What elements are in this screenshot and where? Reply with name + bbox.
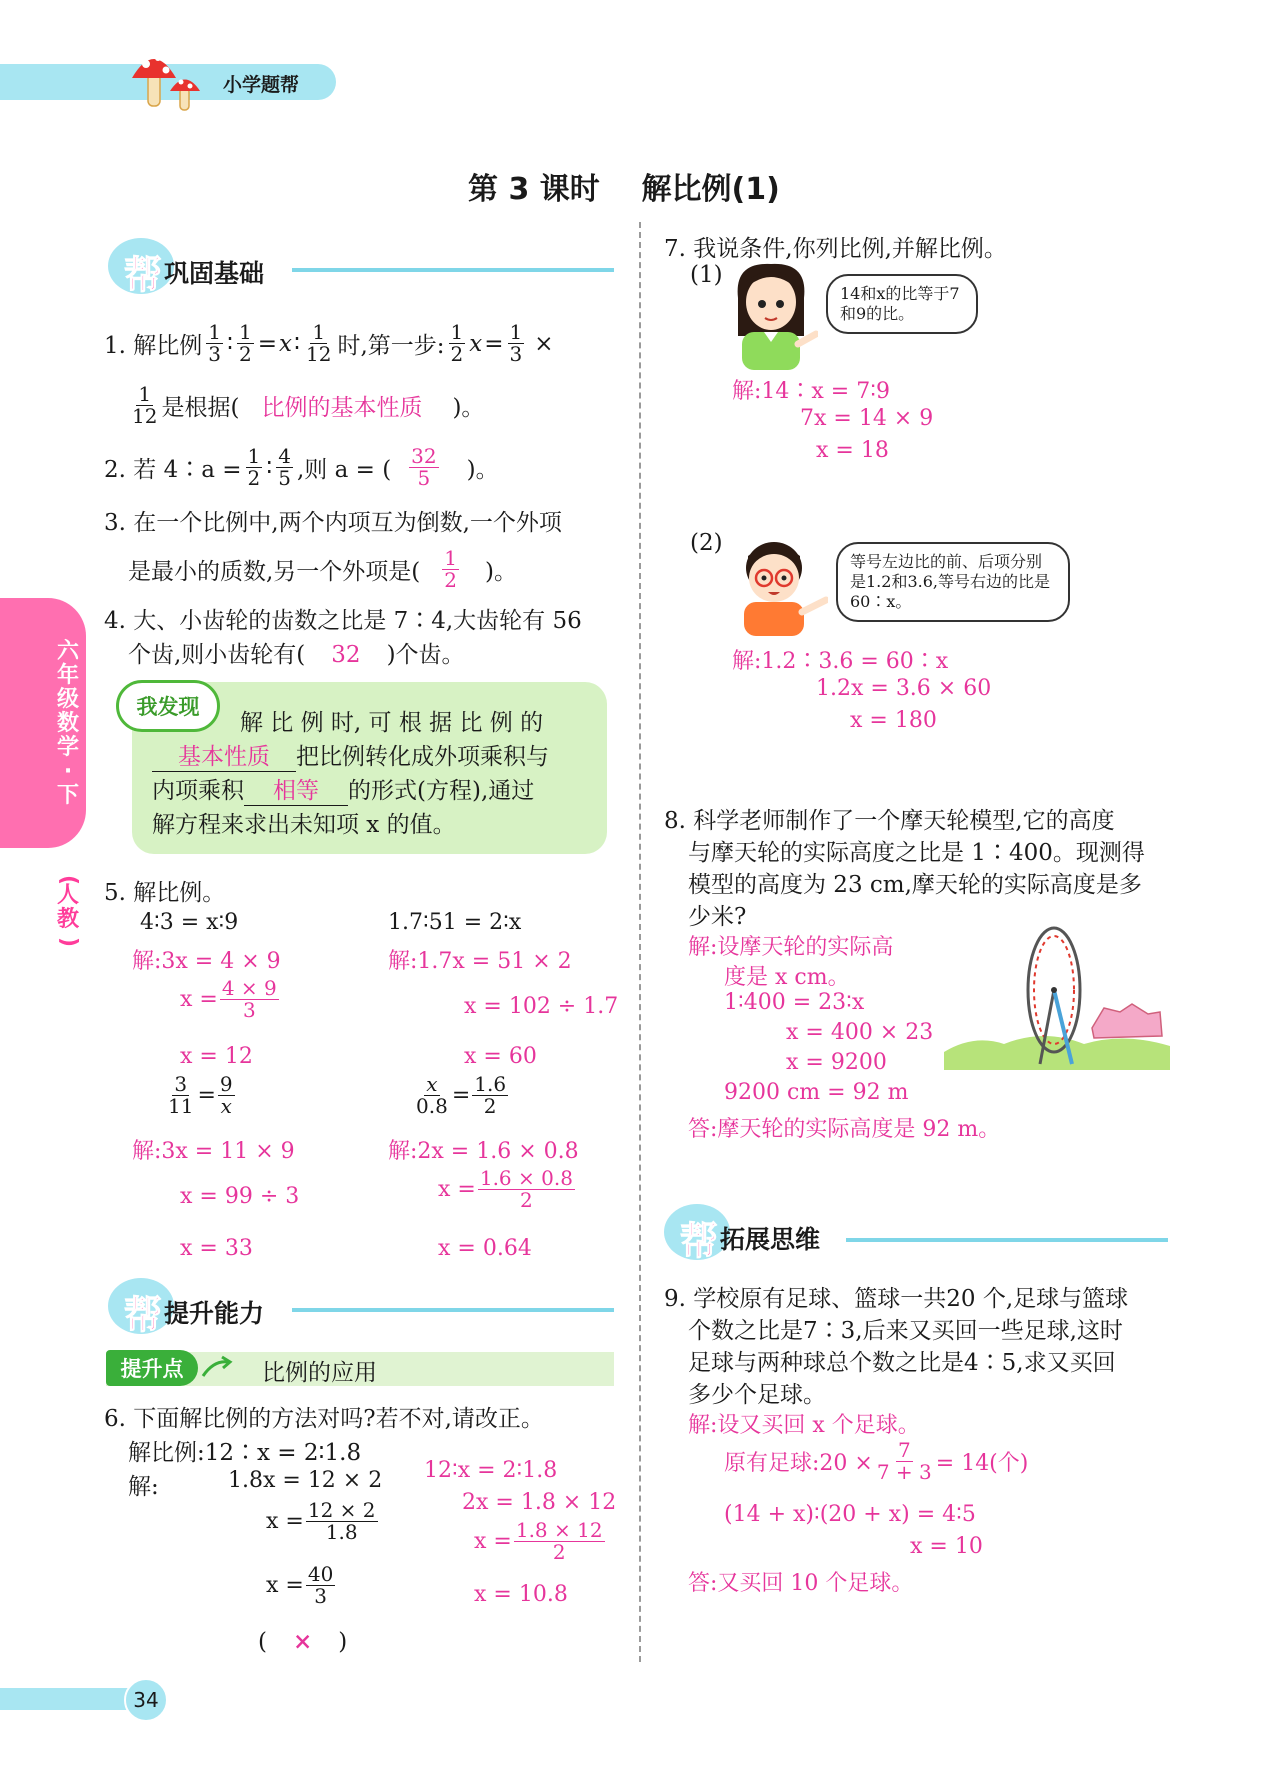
denominator: 2 [552, 1540, 566, 1564]
q5b-step1: 解:1.7x = 51 × 2 [388, 949, 572, 974]
denominator: 2 [450, 342, 464, 366]
side-grade-char: 数 [56, 711, 79, 736]
discover-line4: 解方程来求出未知项 x 的值。 [152, 812, 456, 838]
ferris-wheel-illustration [944, 924, 1170, 1070]
discover-line3b: 的形式(方程),通过 [348, 778, 535, 804]
q2-answer [409, 446, 438, 489]
q5a-step3: x = 12 [180, 1044, 253, 1069]
q6-correct-step1: 12∶x = 2∶1.8 [424, 1458, 558, 1483]
fraction [276, 446, 293, 489]
q5a-step1: 解:3x = 4 × 9 [132, 949, 281, 974]
q4-line2a: 个齿,则小齿轮有( [128, 642, 306, 668]
denominator: 12 [306, 342, 332, 366]
q5d-step1: 解:2x = 1.6 × 0.8 [388, 1139, 579, 1164]
section-rule [846, 1238, 1168, 1242]
q5c-problem [164, 1074, 237, 1117]
q6-work-step2 [266, 1500, 380, 1543]
section-bang: 帮 [124, 1293, 163, 1337]
denominator: 3 [208, 342, 221, 366]
denominator: 2 [247, 466, 261, 490]
q9-step2 [724, 1440, 1028, 1483]
fraction [306, 1564, 335, 1607]
q4-answer: 32 [331, 642, 361, 668]
paren-close: ) [338, 1629, 348, 1655]
fraction [875, 1440, 934, 1483]
q2-suffix: ,则 a = ( [296, 457, 392, 483]
section-title: 巩固基础 [164, 258, 265, 288]
fraction [514, 1520, 605, 1563]
q3-close: )。 [485, 559, 518, 585]
denominator: 2 [483, 1094, 497, 1118]
denominator: 2 [520, 1188, 533, 1212]
side-edition-char: ) [56, 936, 81, 948]
q1-prefix: 1. 解比例 [104, 333, 203, 359]
q1-answer: 比例的基本性质 [261, 395, 423, 421]
discover-line3a: 内项乘积 [152, 778, 244, 804]
section-title: 提升能力 [164, 1298, 265, 1328]
lhs: x = [266, 1509, 304, 1534]
q7-p1-step1: 解:14∶x = 7∶9 [732, 379, 890, 404]
q6-correct-step4: x = 10.8 [474, 1582, 568, 1607]
q2-prefix: 2. 若 4∶a = [104, 457, 242, 483]
q7-p2-step1: 解:1.2∶3.6 = 60∶x [732, 649, 949, 674]
denominator: 2 [239, 342, 252, 366]
question-7-title: 7. 我说条件,你列比例,并解比例。 [664, 236, 1007, 262]
improve-point-text: 比例的应用 [262, 1360, 377, 1386]
q6-correct-step3 [474, 1520, 607, 1563]
discover-tag [116, 680, 220, 732]
q1-mid: 时,第一步: [337, 333, 445, 359]
denominator: 3 [509, 342, 523, 366]
fraction [306, 1500, 378, 1543]
q9-step2-b: = 14(个) [935, 1451, 1029, 1476]
fraction [414, 1074, 450, 1117]
page-number: 34 [133, 1688, 159, 1712]
side-grade-char: 学 [56, 735, 79, 760]
denominator: 2 [444, 568, 458, 592]
numerator: 1 [312, 320, 326, 344]
q9-step4: x = 10 [910, 1534, 983, 1559]
improve-point-tag [106, 1350, 198, 1386]
q5b-step3: x = 60 [464, 1044, 537, 1069]
q3-answer [442, 548, 459, 591]
numerator: 1 [247, 444, 261, 468]
question-1-line2 [128, 384, 484, 427]
question-9-line1: 9. 学校原有足球、篮球一共20 个,足球与篮球 [664, 1286, 1129, 1312]
q9-step2-a: 原有足球:20 × [724, 1451, 873, 1476]
discover-line1: 解 比 例 时, 可 根 据 比 例 的 [240, 710, 544, 736]
numerator: 40 [307, 1562, 334, 1586]
q6-jie: 解: [128, 1474, 159, 1500]
question-3-line2 [128, 548, 517, 591]
question-4-line2 [128, 636, 465, 669]
question-6-line1: 6. 下面解比例的方法对吗?若不对,请改正。 [104, 1406, 544, 1432]
section-rule [292, 1308, 614, 1312]
numerator: 12 × 2 [307, 1498, 376, 1522]
numerator: 1.8 × 12 [515, 1518, 603, 1542]
numerator: 1.6 [474, 1072, 507, 1096]
girl-illustration [724, 258, 818, 370]
q8-step6: 9200 cm = 92 m [724, 1080, 909, 1105]
side-edition-char: ( [56, 874, 81, 886]
q5b-step2: x = 102 ÷ 1.7 [464, 994, 619, 1019]
fraction [220, 978, 279, 1021]
q7-p1-step3: x = 18 [816, 438, 889, 463]
q7-p1-step2: 7x = 14 × 9 [800, 406, 934, 431]
denominator: 11 [168, 1094, 194, 1118]
numerator: 1 [444, 546, 458, 570]
q7-part2-label: (2) [690, 530, 723, 556]
denominator: 3 [242, 998, 256, 1022]
discover-blank1: 基本性质 [152, 738, 296, 772]
equals: = [484, 330, 504, 357]
section-title: 拓展思维 [720, 1224, 821, 1254]
mushroom-logo [128, 44, 208, 116]
question-8-line4: 少米? [688, 904, 747, 930]
footer-band [0, 1688, 140, 1710]
fraction [166, 1074, 195, 1117]
lhs: x = [438, 1177, 476, 1202]
q5d-step3: x = 0.64 [438, 1236, 532, 1261]
denominator: 5 [278, 466, 291, 490]
fraction [246, 446, 263, 489]
fraction [237, 322, 254, 365]
question-8-line2: 与摩天轮的实际高度之比是 1∶400。现测得 [688, 840, 1145, 866]
discover-line2-text: 把比例转化成外项乘积与 [296, 744, 549, 770]
q6-correct-step2: 2x = 1.8 × 12 [462, 1490, 617, 1515]
fraction [218, 1074, 235, 1117]
side-edition-char: 教 [56, 907, 79, 932]
denominator: 7 + 3 [876, 1460, 932, 1484]
discover-blank2: 相等 [244, 772, 348, 806]
q5a-problem: 4∶3 = x∶9 [140, 910, 239, 935]
numerator: 7 [897, 1438, 911, 1462]
equals: = [451, 1083, 471, 1108]
q8-step3: 1∶400 = 23∶x [724, 990, 865, 1015]
question-8-line1: 8. 科学老师制作了一个摩天轮模型,它的高度 [664, 808, 1115, 834]
denominator: 1.8 [325, 1520, 358, 1544]
question-2 [104, 446, 499, 489]
denominator: 3 [314, 1584, 327, 1608]
discover-tag-label: 我发现 [136, 695, 200, 719]
side-grade-char: 下 [56, 783, 79, 808]
q8-step5: x = 9200 [786, 1050, 887, 1075]
q9-step1: 解:设又买回 x 个足球。 [688, 1413, 920, 1438]
equals: = [257, 330, 278, 357]
question-5-title: 5. 解比例。 [104, 880, 226, 906]
times: × [534, 330, 554, 357]
section-bang: 帮 [124, 253, 163, 297]
page-number-badge [124, 1678, 168, 1722]
lhs: x = [474, 1529, 512, 1554]
denominator: 12 [132, 404, 158, 428]
fraction [130, 384, 159, 427]
question-9-line3: 足球与两种球总个数之比是4∶5,求又买回 [688, 1350, 1116, 1376]
arrow-icon [200, 1354, 234, 1382]
fraction [206, 322, 223, 365]
q3-line2: 是最小的质数,另一个外项是( [128, 559, 421, 585]
q8-answer: 答:摩天轮的实际高度是 92 m。 [688, 1117, 1001, 1142]
denominator: 5 [417, 466, 431, 490]
question-6-line2: 解比例:12∶x = 2∶1.8 [128, 1440, 362, 1466]
section-bang: 帮 [680, 1219, 719, 1263]
fraction [472, 1074, 508, 1117]
paren-open: ( [258, 1629, 267, 1655]
unknown: x [469, 330, 483, 357]
q7-part1-label: (1) [690, 262, 723, 288]
q8-step4: x = 400 × 23 [786, 1020, 934, 1045]
numerator: 1 [509, 320, 523, 344]
fraction [304, 322, 333, 365]
q5c-step1: 解:3x = 11 × 9 [132, 1139, 295, 1164]
denominator: x [220, 1094, 232, 1118]
question-1 [104, 322, 554, 365]
q7-p2-step2: 1.2x = 3.6 × 60 [816, 676, 992, 701]
q5a-step2 [180, 978, 281, 1021]
q5c-step3: x = 33 [180, 1236, 253, 1261]
side-grade-char: 年 [56, 663, 79, 688]
numerator: 3 [174, 1072, 188, 1096]
colon: ∶ [294, 330, 300, 357]
numerator: 9 [219, 1072, 233, 1096]
q5d-problem [412, 1074, 510, 1117]
question-9-line2: 个数之比是7∶3,后来又买回一些足球,这时 [688, 1318, 1123, 1344]
numerator: 1 [450, 320, 464, 344]
q5b-problem: 1.7∶51 = 2∶x [388, 910, 522, 935]
q4-line2b: )个齿。 [386, 642, 465, 668]
numerator: 1 [208, 320, 221, 344]
section-improve-heading [124, 1284, 264, 1339]
q2-close: )。 [466, 457, 499, 483]
colon: ∶ [266, 454, 273, 481]
section-basics-heading [124, 244, 264, 299]
numerator: 32 [411, 444, 437, 468]
numerator: 4 × 9 [221, 976, 277, 1000]
numerator: 1 [239, 320, 252, 344]
fraction [478, 1168, 575, 1211]
denominator: 0.8 [416, 1094, 448, 1118]
equals: = [197, 1083, 216, 1108]
side-grade-char: · [63, 759, 73, 784]
question-9-line4: 多少个足球。 [688, 1382, 826, 1408]
section-extend-heading [680, 1210, 820, 1265]
q5d-step2 [438, 1168, 577, 1211]
q8-step1: 解:设摩天轮的实际高 [688, 935, 894, 960]
question-3-line1: 3. 在一个比例中,两个内项互为倒数,一个外项 [104, 510, 562, 536]
lhs: x = [266, 1573, 304, 1598]
q6-work-step1: 1.8x = 12 × 2 [228, 1468, 383, 1493]
question-8-line3: 模型的高度为 23 cm,摩天轮的实际高度是多 [688, 872, 1142, 898]
side-grade-char: 六 [56, 639, 79, 664]
q9-answer: 答:又买回 10 个足球。 [688, 1571, 914, 1596]
colon: ∶ [227, 330, 233, 357]
side-grade-char: 级 [56, 687, 79, 712]
section-rule [292, 268, 614, 272]
brand-name: 小学题帮 [223, 74, 300, 96]
fraction [508, 322, 525, 365]
column-divider [639, 222, 641, 1662]
numerator: 4 [278, 444, 291, 468]
question-4-line1: 4. 大、小齿轮的齿数之比是 7∶4,大齿轮有 56 [104, 608, 582, 634]
q1-line2-mid: 是根据( [161, 395, 240, 421]
numerator: x [426, 1072, 438, 1096]
boy-illustration [730, 532, 828, 636]
q6-judgement [258, 1628, 347, 1655]
lhs: x = [180, 987, 218, 1012]
q5c-step2: x = 99 ÷ 3 [180, 1184, 300, 1209]
q1-close: )。 [452, 395, 485, 421]
page-title: 第 3 课时 解比例(1) [468, 172, 780, 207]
q7-speech-bubble-1: 14和x的比等于7和9的比。 [826, 274, 978, 334]
numerator: 1 [138, 382, 152, 406]
side-edition-char: 人 [56, 883, 79, 908]
unknown: x [279, 330, 292, 357]
fraction [449, 322, 466, 365]
q6-work-step3 [266, 1564, 337, 1607]
q7-p2-step3: x = 180 [850, 708, 937, 733]
discover-line3 [152, 772, 534, 806]
numerator: 1.6 × 0.8 [479, 1166, 573, 1190]
q8-step2: 度是 x cm。 [724, 965, 850, 990]
q9-step3: (14 + x)∶(20 + x) = 4∶5 [724, 1502, 976, 1527]
discover-line2 [152, 738, 549, 772]
improve-point-tag-label: 提升点 [120, 1357, 184, 1381]
q7-speech-bubble-2: 等号左边比的前、后项分别是1.2和3.6,等号右边的比是60∶x。 [836, 542, 1070, 622]
q6-judge-mark: × [292, 1628, 313, 1655]
